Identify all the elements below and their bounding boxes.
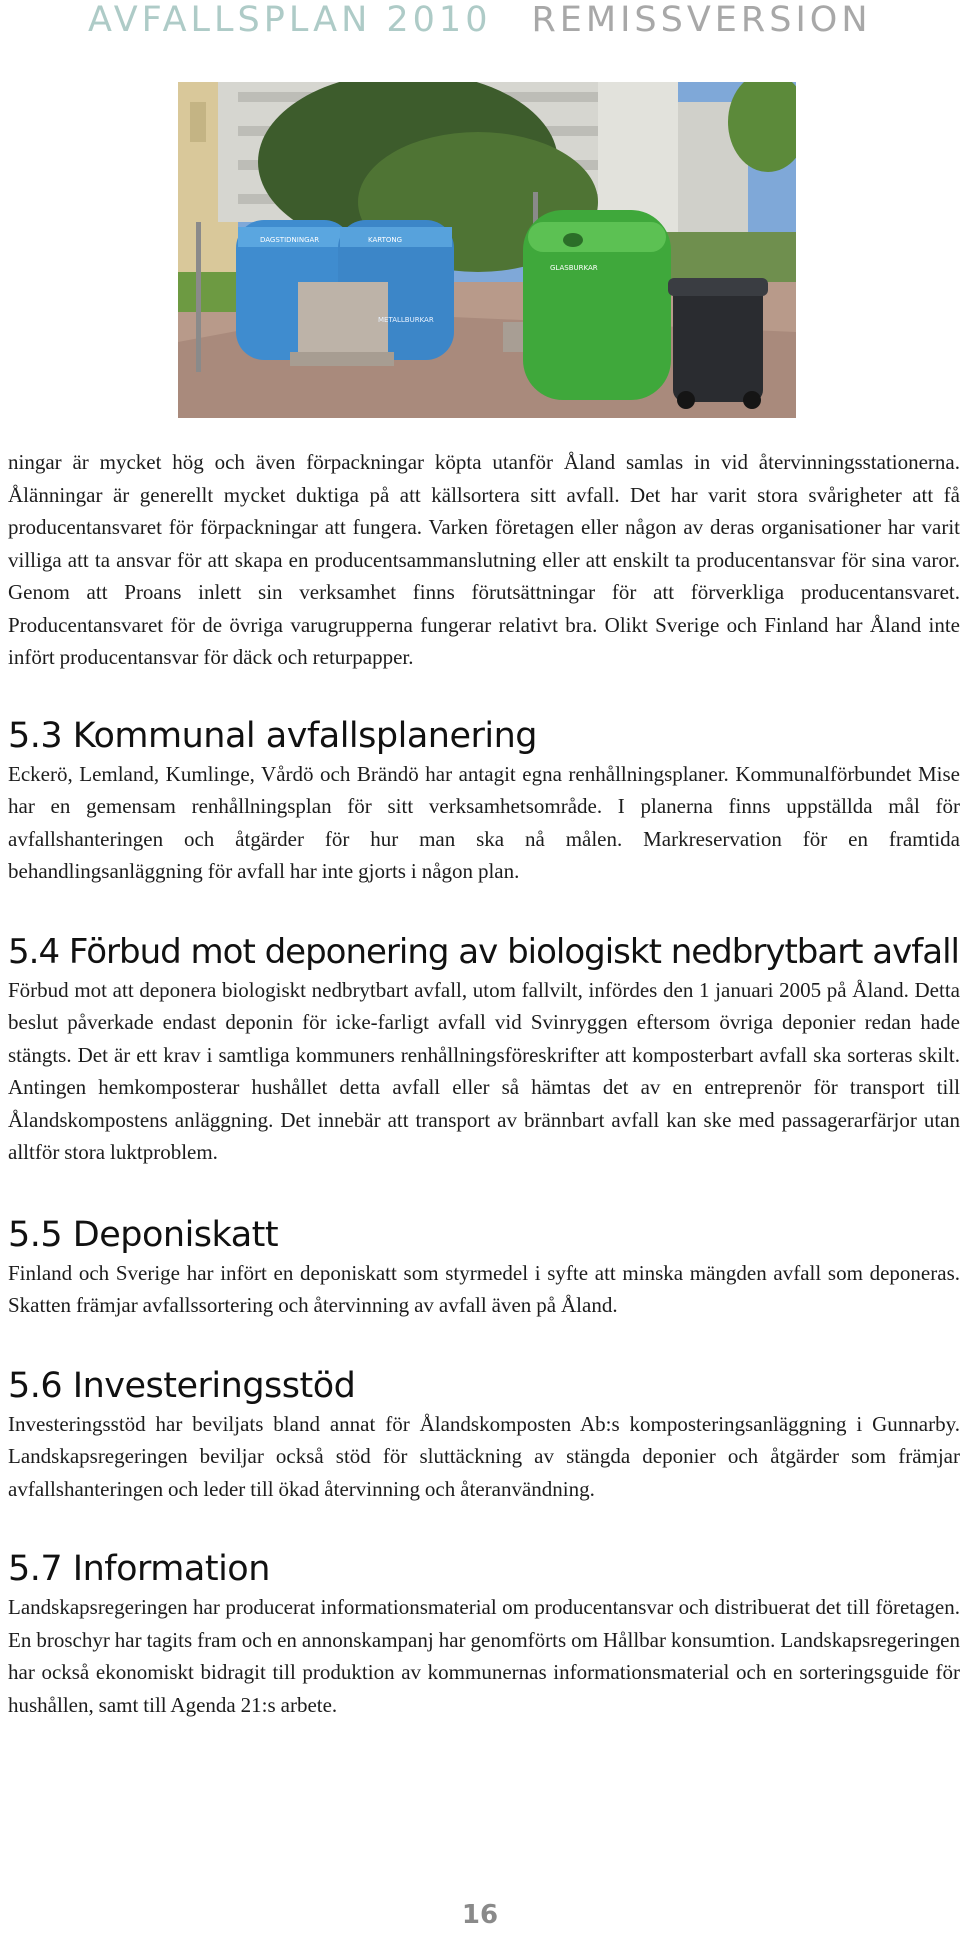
section-text-5-5: Finland och Sverige har infört en deponiskatt som styrmedel i syfte att minska mängden avfall som deponeras. Skatten främjar avfallssortering och återvinning av avfall även på Åland.	[8, 1260, 960, 1317]
section-text-5-3: Eckerö, Lemland, Kumlinge, Vårdö och Brändö har antagit egna renhållningsplaner. Kommunalförbundet Mise har en gemensam renhållningsplan för sitt verksamhetsområde. I planerna finns uppställda mål för avfallshanteringen och åtgärder för hur man ska nå målen. Markreservation för en framtida behandlingsanläggning för avfall har inte gjorts i någon plan.	[8, 761, 960, 883]
section-heading-5-3: 5.3 Kommunal avfallsplanering	[8, 715, 537, 756]
section-heading-5-5: 5.5 Deponiskatt	[8, 1214, 279, 1255]
photo-label-metallburkar: METALLBURKAR	[378, 316, 434, 324]
photo-label-dagstidningar: DAGSTIDNINGAR	[260, 236, 320, 244]
running-header	[88, 0, 872, 40]
section-text-5-6: Investeringsstöd har beviljats bland annat för Ålandskomposten Ab:s komposteringsanläggning i Gunnarby. Landskapsregeringen beviljar också stöd för sluttäckning av stängda deponier och åtgärder som främjar avfallshanteringen och leder till ökad återvinning och återanvändning.	[8, 1411, 960, 1501]
photo-label-glasburkar: GLASBURKAR	[550, 264, 598, 272]
section-heading-5-4: 5.4 Förbud mot deponering av biologiskt nedbrytbart avfall	[8, 931, 959, 972]
recycling-containers-photo	[178, 82, 796, 418]
document-title: AVFALLSPLAN 2010	[88, 0, 492, 40]
section-heading-5-7: 5.7 Information	[8, 1549, 270, 1589]
section-heading-5-6: 5.6 Investeringsstöd	[8, 1365, 356, 1406]
intro-paragraph: ningar är mycket hög och även förpackningar köpta utanför Åland samlas in vid återvinningsstationerna. Ålänningar är generellt mycket duktiga på att källsortera sitt avfall. Det har varit stora svårigheter att få producentansvaret för förpackningar att fungera. Varken företagen eller någon av deras organisationer har varit villiga att ta ansvar för att skapa en producentsammanslutning eller att enskilt ta producentansvar för sina varor. Genom att Proans inlett sin verksamhet finns förutsättningar för att förverkliga producentansvaret. Producentansvaret för de övriga varugrupperna fungerar relativt bra. Olikt Sverige och Finland har Åland inte infört producentansvar för däck och returpapper.	[8, 450, 960, 669]
section-text-5-7: Landskapsregeringen har producerat informationsmaterial om producentansvar och distribuerat det till företagen. En broschyr har tagits fram och en annonskampanj har genomförts om Hållbar konsumtion. Landskapsregeringen har också ekonomiskt bidragit till produktion av kommunernas informationsmaterial och en sorteringsguide för hushållen, samt till Agenda 21:s arbete.	[8, 1595, 960, 1717]
photo-label-kartong: KARTONG	[368, 236, 403, 244]
section-text-5-4: Förbud mot att deponera biologiskt nedbrytbart avfall, utom fallvilt, infördes den 1 januari 2005 på Åland. Detta beslut påverkade endast deponin för icke-farligt avfall vid Svinryggen eftersom övriga deponier redan hade stängts. Det är ett krav i samtliga kommuners renhållningsföreskrifter att komposterbart avfall ska sorteras skilt. Antingen hemkomposterar hushållet detta avfall eller så hämtas det av en entreprenör för transport till Ålandskompostens anläggning. Det innebär att transport av brännbart avfall kan ske med passagerarfärjor utan alltför stora luktproblem.	[8, 977, 960, 1164]
page-content	[8, 446, 960, 1721]
document-version: REMISSVERSION	[531, 0, 872, 40]
page-number: 16	[461, 1900, 499, 1930]
